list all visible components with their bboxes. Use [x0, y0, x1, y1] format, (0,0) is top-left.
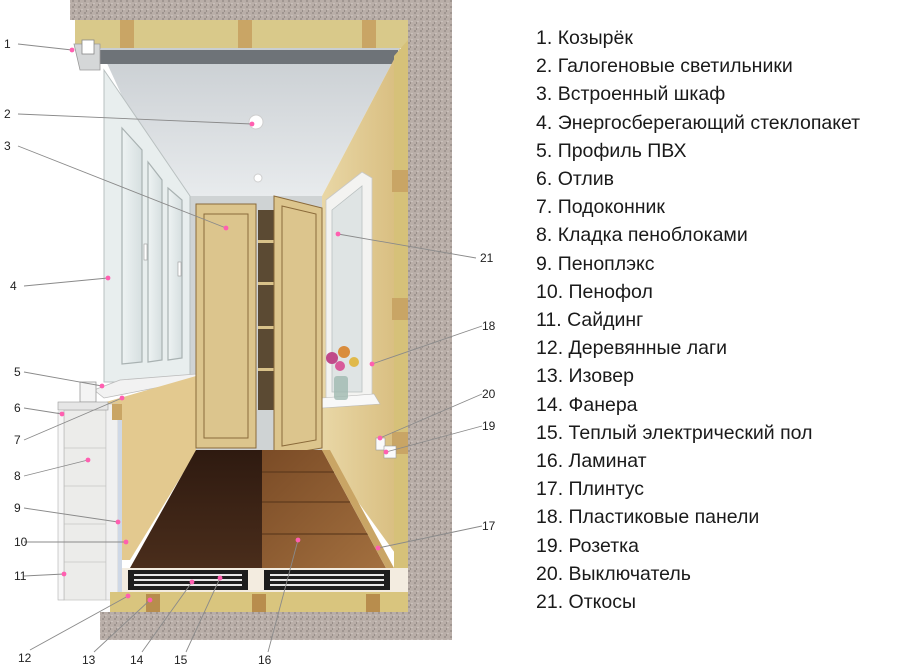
shelf-1: [258, 240, 276, 243]
legend-item: [536, 193, 860, 221]
halogen-light-2: [254, 174, 262, 182]
legend-item: [536, 503, 860, 531]
legend-label: Розетка: [568, 534, 639, 557]
legend-number: 4.: [536, 111, 553, 134]
legend-item: [536, 52, 860, 80]
legend-item: [536, 306, 860, 334]
legend-item: [536, 165, 860, 193]
legend-item: [536, 278, 860, 306]
legend-label: Галогеновые светильники: [557, 55, 793, 78]
legend-item: [536, 362, 860, 390]
right-batten-2: [392, 298, 408, 320]
visor-strip: [80, 50, 398, 64]
callout-12: 12: [18, 651, 32, 665]
legend-label: Откосы: [568, 591, 636, 614]
ceiling-joist-1: [120, 20, 134, 48]
callout-1: 1: [4, 37, 11, 51]
callout-8: 8: [14, 469, 21, 483]
callout-17: 17: [482, 519, 496, 533]
legend-item: [536, 80, 860, 108]
callout-19: 19: [482, 419, 496, 433]
legend-item: [536, 475, 860, 503]
legend-number: 14.: [536, 393, 564, 416]
concrete-slab-bottom: [100, 612, 452, 640]
shelf-2: [258, 282, 276, 285]
wardrobe-body: [196, 204, 256, 448]
legend-number: 21.: [536, 591, 564, 614]
legend-label: Подоконник: [557, 196, 665, 219]
callout-21: 21: [480, 251, 494, 265]
callout-9: 9: [14, 501, 21, 515]
legend-item: [536, 334, 860, 362]
flower-4: [335, 361, 345, 371]
wooden-joist-1: [146, 594, 160, 612]
shelf-3: [258, 326, 276, 329]
legend-label: Кладка пеноблоками: [557, 224, 748, 247]
callout-2: 2: [4, 107, 11, 121]
callout-13: 13: [82, 653, 96, 667]
penoplex-layer: [106, 404, 118, 600]
foam-block-wall: [64, 410, 106, 600]
legend-number: 15.: [536, 421, 564, 444]
callout-5: 5: [14, 365, 21, 379]
legend-number: 5.: [536, 139, 553, 162]
legend-number: 17.: [536, 478, 564, 501]
wardrobe-door-open: [274, 196, 322, 456]
window-handle-1: [144, 244, 147, 260]
vase: [334, 376, 348, 400]
legend-number: 11.: [536, 309, 562, 332]
legend-label: Пенофол: [568, 280, 653, 303]
legend-number: 19.: [536, 534, 564, 557]
legend-label: Профиль ПВХ: [557, 139, 687, 162]
flower-2: [338, 346, 350, 358]
penofol-layer: [118, 404, 122, 600]
legend-number: 16.: [536, 450, 564, 473]
legend-label: Выключатель: [568, 562, 691, 585]
legend-label: Энергосберегающий стеклопакет: [557, 111, 861, 134]
legend-number: 7.: [536, 196, 553, 219]
legend-number: 13.: [536, 365, 564, 388]
legend-item: [536, 447, 860, 475]
wooden-joist-2: [252, 594, 266, 612]
window-handle-2: [178, 262, 181, 276]
legend-label: Пеноплэкс: [557, 252, 655, 275]
legend-label: Фанера: [568, 393, 638, 416]
legend-label: Пластиковые панели: [568, 506, 760, 529]
legend-item: [536, 24, 860, 52]
legend-number: 12.: [536, 337, 564, 360]
legend-label: Изовер: [568, 365, 634, 388]
concrete-wall-right: [408, 0, 452, 640]
legend-number: 3.: [536, 83, 553, 106]
legend-list: [536, 24, 860, 616]
legend-item: [536, 137, 860, 165]
legend-label: Отлив: [557, 168, 614, 191]
legend-label: Встроенный шкаф: [557, 83, 726, 106]
legend-number: 1.: [536, 27, 553, 49]
legend-number: 18.: [536, 506, 564, 529]
visor-bracket: [82, 40, 94, 54]
legend-item: [536, 419, 860, 447]
legend-number: 6.: [536, 168, 553, 191]
callout-4: 4: [10, 279, 17, 293]
callout-3: 3: [4, 139, 11, 153]
legend-item: [536, 532, 860, 560]
legend-item: [536, 221, 860, 249]
callout-11: 11: [14, 569, 27, 583]
shelf-4: [258, 368, 276, 371]
legend-number: 9.: [536, 252, 553, 275]
legend-number: 10.: [536, 280, 564, 303]
window-pane-2: [148, 162, 162, 362]
ceiling-joist-2: [238, 20, 252, 48]
legend-item: [536, 588, 860, 616]
ceiling-joist-3: [362, 20, 376, 48]
legend-number: 20.: [536, 562, 564, 585]
wall-batten: [112, 404, 122, 420]
concrete-slab-top: [70, 0, 410, 20]
callout-20: 20: [482, 387, 496, 401]
legend-label: Ламинат: [568, 450, 647, 473]
legend-item: [536, 109, 860, 137]
wooden-joist-3: [366, 594, 380, 612]
callout-16: 16: [258, 653, 272, 667]
legend-label: Сайдинг: [567, 309, 644, 332]
legend-item: [536, 560, 860, 588]
pvc-profile: [80, 382, 96, 402]
legend-label: Плинтус: [568, 478, 645, 501]
legend-item: [536, 250, 860, 278]
window-pane-1: [122, 128, 142, 364]
callout-7: 7: [14, 433, 21, 447]
callout-10: 10: [14, 535, 28, 549]
flower-1: [326, 352, 338, 364]
callout-15: 15: [174, 653, 188, 667]
legend-item: [536, 391, 860, 419]
legend-label: Козырёк: [557, 27, 633, 49]
right-batten-1: [392, 170, 408, 192]
legend-number: 2.: [536, 55, 553, 78]
legend-label: Теплый электрический пол: [568, 421, 813, 444]
callout-6: 6: [14, 401, 21, 415]
callout-18: 18: [482, 319, 496, 333]
callout-14: 14: [130, 653, 144, 667]
flower-3: [349, 357, 359, 367]
ebb: [58, 402, 108, 410]
legend-number: 8.: [536, 224, 553, 247]
legend-label: Деревянные лаги: [568, 337, 728, 360]
